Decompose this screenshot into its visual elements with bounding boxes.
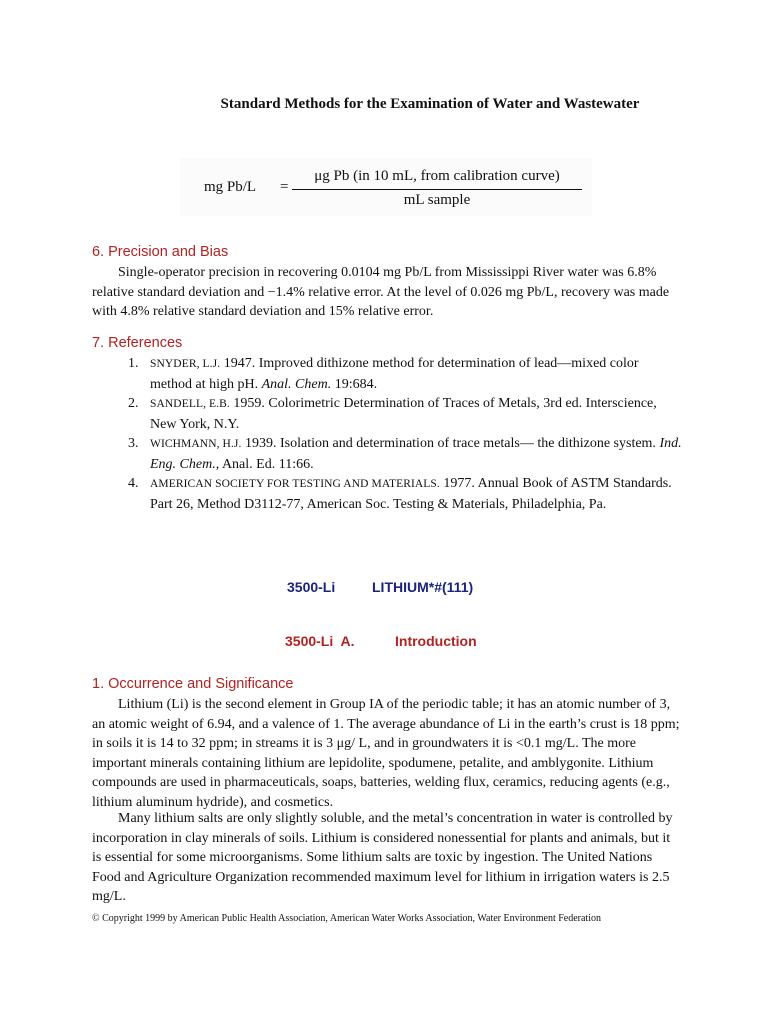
reference-number: 2. <box>128 396 139 411</box>
reference-text-end: 19:684. <box>331 376 378 392</box>
reference-number: 3. <box>128 436 139 451</box>
reference-text-end: , Anal. Ed. 11:66. <box>215 456 314 472</box>
intro-code: 3500-Li A. <box>285 633 355 649</box>
fraction-bar <box>292 189 582 190</box>
occurrence-text-1: Lithium (Li) is the second element in Group IA of the periodic table; it has an atomic number of 3, an atomic weight of 6.94, and a valence of 1. The average abundance of Li in the earth’s crust is 18 ppm; in soils it is 14 to 32 ppm; in streams it is 3 μg/ L, and in groundwaters it is <0.1 mg/L. The more important minerals containing lithium are lepidolite, spodumene, petalite, and amblygonite. Lithium compounds are used in pharmaceuticals, soaps, batteries, welding flux, ceramics, reducing agents (e.g., lithium aluminum hydride), and cosmetics. <box>92 697 680 810</box>
reference-text: 1959. Colorimetric Determination of Traces of Metals, 3rd ed. Interscience, New York, N.Y. <box>150 396 657 432</box>
references-list <box>122 354 682 514</box>
occurrence-paragraph-2 <box>92 809 682 907</box>
lithium-code: 3500-Li <box>287 579 336 595</box>
precision-text: Single-operator precision in recovering 0.0104 mg Pb/L from Mississippi River water was 6.8% relative standard deviation and −1.4% relative error. At the level of 0.026 mg Pb/L, recovery was made with 4.8% relative standard deviation and 15% relative error. <box>92 265 670 319</box>
lithium-name: LITHIUM*#(111) <box>372 579 474 595</box>
reference-journal: Anal. Chem. <box>261 376 332 392</box>
intro-name: Introduction <box>395 633 477 649</box>
reference-text: 1939. Isolation and determination of trace metals— the dithizone system. <box>241 436 660 451</box>
section-heading-occurrence: 1. Occurrence and Significance <box>92 676 294 692</box>
reference-author: SNYDER, L.J. <box>150 358 221 370</box>
reference-text: 1977. Annual Book of ASTM Standards. Part 26, Method D3112-77, American Soc. Testing & Materials, Philadelphia, Pa. <box>150 476 672 512</box>
reference-number: 4. <box>128 476 139 491</box>
formula-lhs: mg Pb/L <box>204 179 257 195</box>
reference-journal: Ind. Eng. Chem. <box>150 436 682 472</box>
reference-item <box>122 394 682 434</box>
section-heading-precision: 6. Precision and Bias <box>92 244 229 260</box>
occurrence-paragraph-1 <box>92 695 682 812</box>
reference-item <box>122 434 682 474</box>
formula-block <box>180 158 592 216</box>
reference-author: AMERICAN SOCIETY FOR TESTING AND MATERIALS. <box>150 478 440 490</box>
formula-denominator: mL sample <box>403 192 471 208</box>
document-title: Standard Methods for the Examination of Water and Wastewater <box>220 96 640 112</box>
reference-text: 1947. Improved dithizone method for determination of lead—mixed color method at high pH. <box>150 356 639 392</box>
occurrence-text-2: Many lithium salts are only slightly soluble, and the metal’s concentration in water is controlled by incorporation in clay minerals of soils. Lithium is considered nonessential for plants and animals, but it is essential for some microorganisms. Some lithium salts are toxic by ingestion. The United Nations Food and Agriculture Organization recommended maximum level for lithium in irrigation waters is 2.5 mg/L. <box>92 811 673 904</box>
formula-numerator: μg Pb (in 10 mL, from calibration curve) <box>314 168 560 184</box>
reference-author: SANDELL, E.B. <box>150 398 230 410</box>
reference-author: WICHMANN, H.J. <box>150 438 242 450</box>
formula-equals: = <box>280 179 289 195</box>
precision-paragraph <box>92 263 682 322</box>
section-heading-references: 7. References <box>92 335 183 351</box>
reference-number: 1. <box>128 356 139 371</box>
copyright-notice: © Copyright 1999 by American Public Health Association, American Water Works Association, Water Environment Federation <box>92 913 601 924</box>
reference-item <box>122 474 682 514</box>
reference-item <box>122 354 682 394</box>
